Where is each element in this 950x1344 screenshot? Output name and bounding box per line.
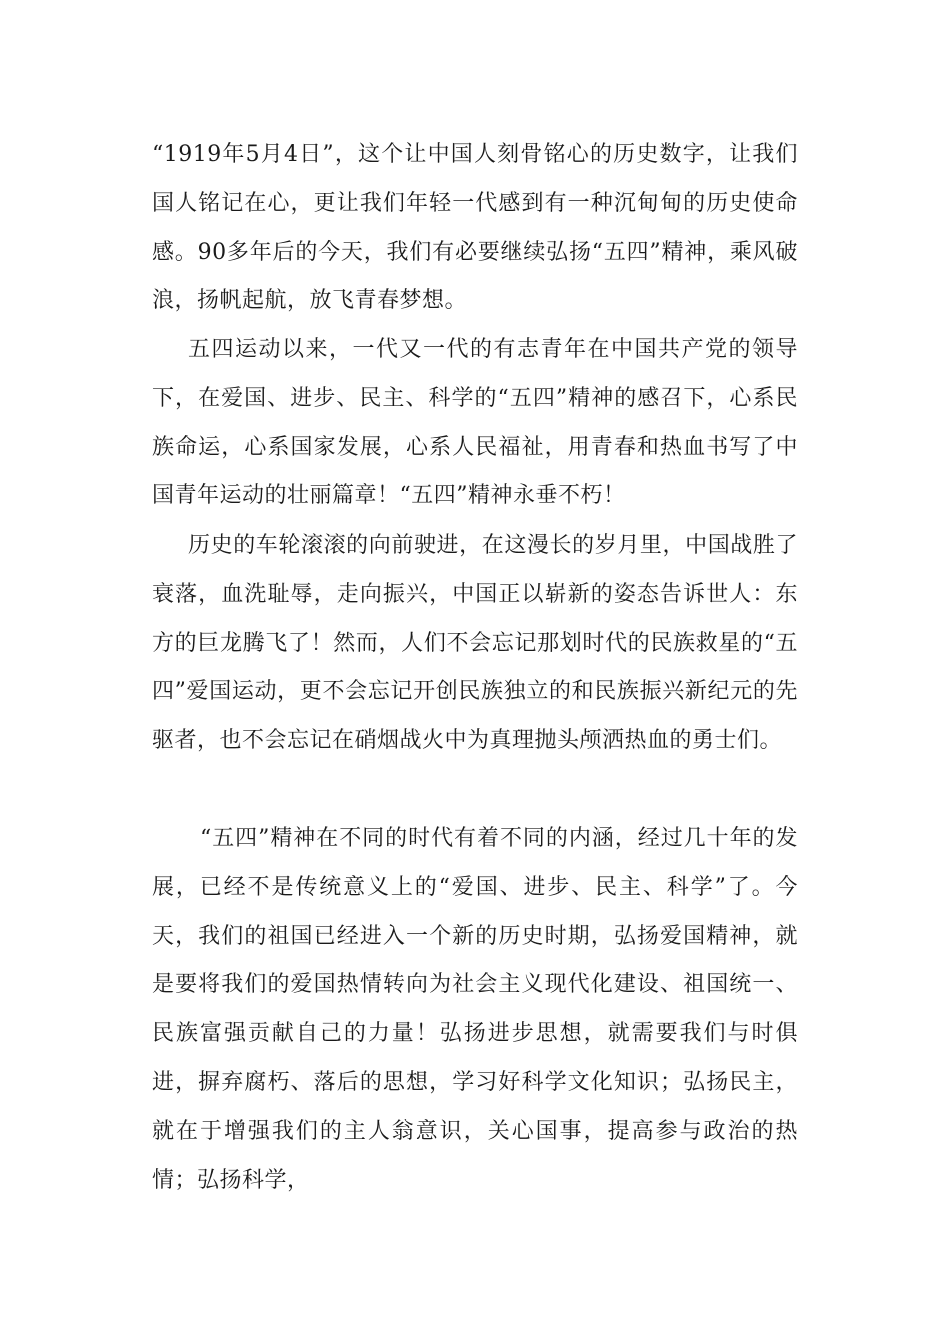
paragraph-3: 历史的车轮滚滚的向前驶进，在这漫长的岁月里，中国战胜了衰落，血洗耻辱，走向振兴，中国正以崭新的姿态告诉世人：东方的巨龙腾飞了！然而，人们不会忘记那划时代的民族救星的“五四”爱国运动，更不会忘记开创民族独立的和民族振兴新纪元的先驱者，也不会忘记在硝烟战火中为真理抛头颅洒热血的勇士们。 [152, 533, 798, 754]
paragraph-4: “五四”精神在不同的时代有着不同的内涵，经过几十年的发展，已经不是传统意义上的“爱国、进步、民主、科学”了。今天，我们的祖国已经进入一个新的历史时期，弘扬爱国精神，就是要将我们的爱国热情转向为社会主义现代化建设、祖国统一、民族富强贡献自己的力量！弘扬进步思想，就需要我们与时俱进，摒弃腐朽、落后的思想，学习好科学文化知识；弘扬民主，就在于增强我们的主人翁意识，关心国事，提高参与政治的热情；弘扬科学， [152, 826, 798, 1193]
paragraph-2: 五四运动以来，一代又一代的有志青年在中国共产党的领导下，在爱国、进步、民主、科学的“五四”精神的感召下，心系民族命运，心系国家发展，心系人民福祉，用青春和热血书写了中国青年运动的壮丽篇章！“五四”精神永垂不朽！ [152, 337, 798, 509]
paragraph-1: “1919年5月4日”，这个让中国人刻骨铭心的历史数字，让我们国人铭记在心，更让我们年轻一代感到有一种沉甸甸的历史使命感。90多年后的今天，我们有必要继续弘扬“五四”精神，乘风破浪，扬帆起航，放飞青春梦想。 [152, 142, 798, 314]
